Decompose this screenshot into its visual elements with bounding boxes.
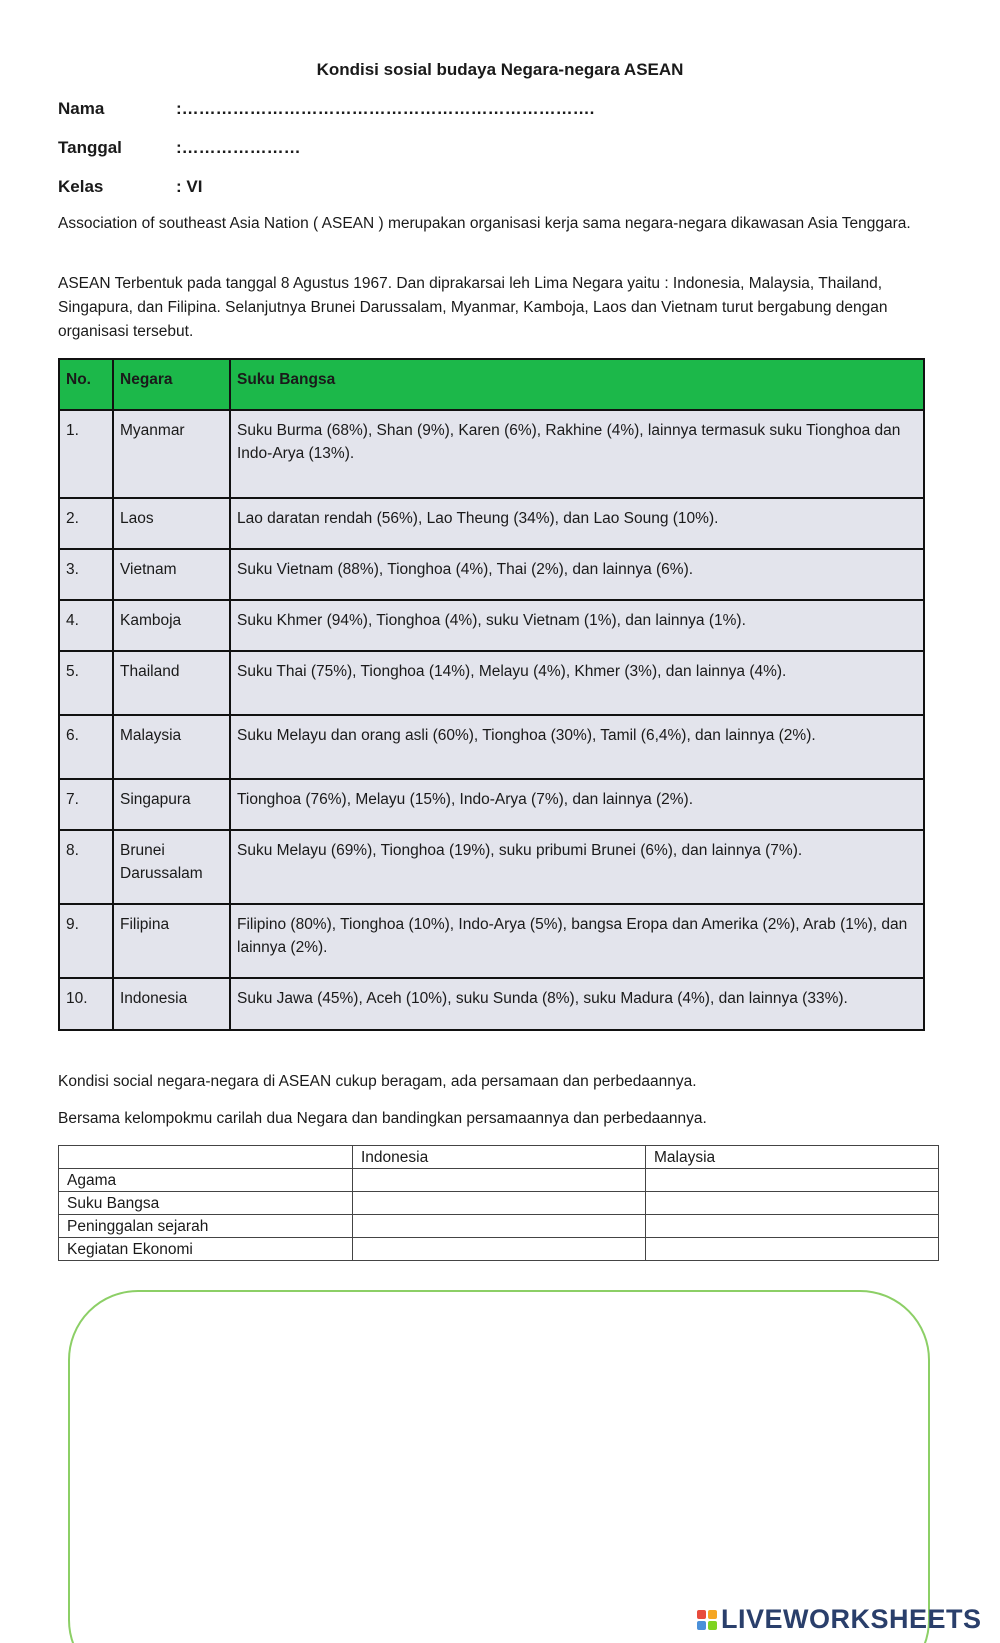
comparison-input-indonesia[interactable]	[353, 1169, 646, 1192]
after-paragraph-2: Bersama kelompokmu carilah dua Negara dan bandingkan persamaannya dan perbedaannya.	[58, 1110, 707, 1127]
row-no: 1.	[59, 410, 113, 498]
row-negara: Myanmar	[113, 410, 230, 498]
row-no: 8.	[59, 830, 113, 904]
table-row	[59, 715, 924, 779]
row-no: 10.	[59, 978, 113, 1030]
table-row	[59, 600, 924, 651]
row-suku: Filipino (80%), Tionghoa (10%), Indo-Arya (5%), bangsa Eropa dan Amerika (2%), Arab (1%), dan lainnya (2%).	[230, 904, 924, 978]
comparison-row	[59, 1192, 939, 1215]
row-no: 6.	[59, 715, 113, 779]
field-tanggal-label: Tanggal	[58, 138, 122, 157]
comparison-row-label: Kegiatan Ekonomi	[59, 1238, 353, 1261]
row-no: 7.	[59, 779, 113, 830]
field-nama-label: Nama	[58, 99, 105, 118]
row-negara: Filipina	[113, 904, 230, 978]
comparison-row	[59, 1169, 939, 1192]
intro-paragraph-1: Association of southeast Asia Nation ( ASEAN ) merupakan organisasi kerja sama negara-negara dikawasan Asia Tenggara.	[58, 215, 911, 232]
table-row	[59, 830, 924, 904]
comparison-row	[59, 1238, 939, 1261]
row-negara: Laos	[113, 498, 230, 549]
comparison-input-indonesia[interactable]	[353, 1215, 646, 1238]
comparison-row-label: Peninggalan sejarah	[59, 1215, 353, 1238]
header-negara: Negara	[113, 359, 230, 410]
table-row	[59, 498, 924, 549]
table-row	[59, 549, 924, 600]
after-paragraph-1: Kondisi social negara-negara di ASEAN cukup beragam, ada persamaan dan perbedaannya.	[58, 1073, 697, 1090]
row-suku: Suku Jawa (45%), Aceh (10%), suku Sunda (8%), suku Madura (4%), dan lainnya (33%).	[230, 978, 924, 1030]
field-tanggal	[58, 138, 301, 158]
ethnic-groups-table	[58, 358, 925, 1031]
row-no: 2.	[59, 498, 113, 549]
logo-square	[697, 1610, 706, 1619]
comparison-header-indonesia: Indonesia	[353, 1146, 646, 1169]
worksheet-title: Kondisi sosial budaya Negara-negara ASEAN	[316, 60, 684, 79]
table-header-row	[59, 359, 924, 410]
comparison-row-label: Agama	[59, 1169, 353, 1192]
header-suku-bangsa: Suku Bangsa	[230, 359, 924, 410]
answer-text-area[interactable]	[68, 1290, 930, 1643]
row-no: 3.	[59, 549, 113, 600]
row-suku: Suku Thai (75%), Tionghoa (14%), Melayu (4%), Khmer (3%), dan lainnya (4%).	[230, 651, 924, 715]
field-kelas-value: : VI	[176, 177, 203, 196]
row-suku: Suku Melayu dan orang asli (60%), Tionghoa (30%), Tamil (6,4%), dan lainnya (2%).	[230, 715, 924, 779]
comparison-input-malaysia[interactable]	[646, 1192, 939, 1215]
logo-square	[708, 1621, 717, 1630]
liveworksheets-brand	[697, 1604, 982, 1635]
row-negara: Vietnam	[113, 549, 230, 600]
row-suku: Suku Vietnam (88%), Tionghoa (4%), Thai (2%), dan lainnya (6%).	[230, 549, 924, 600]
row-negara: Singapura	[113, 779, 230, 830]
row-negara: Indonesia	[113, 978, 230, 1030]
row-no: 9.	[59, 904, 113, 978]
row-suku: Tionghoa (76%), Melayu (15%), Indo-Arya (7%), dan lainnya (2%).	[230, 779, 924, 830]
row-negara: Kamboja	[113, 600, 230, 651]
table-row	[59, 978, 924, 1030]
comparison-header-row	[59, 1146, 939, 1169]
row-suku: Suku Melayu (69%), Tionghoa (19%), suku pribumi Brunei (6%), dan lainnya (7%).	[230, 830, 924, 904]
table-row	[59, 651, 924, 715]
comparison-row-label: Suku Bangsa	[59, 1192, 353, 1215]
comparison-input-indonesia[interactable]	[353, 1238, 646, 1261]
header-no: No.	[59, 359, 113, 410]
table-row	[59, 904, 924, 978]
row-negara: Malaysia	[113, 715, 230, 779]
liveworksheets-logo-icon	[697, 1610, 717, 1630]
field-nama	[58, 99, 594, 119]
comparison-input-malaysia[interactable]	[646, 1215, 939, 1238]
field-kelas	[58, 177, 202, 197]
comparison-input-malaysia[interactable]	[646, 1169, 939, 1192]
row-negara: Thailand	[113, 651, 230, 715]
brand-name: LIVEWORKSHEETS	[721, 1604, 982, 1634]
row-suku: Lao daratan rendah (56%), Lao Theung (34%), dan Lao Soung (10%).	[230, 498, 924, 549]
intro-paragraph-2: ASEAN Terbentuk pada tanggal 8 Agustus 1967. Dan diprakarsai leh Lima Negara yaitu : Indonesia, Malaysia, Thailand, Singapura, dan Filipina. Selanjutnya Brunei Darussalam, Myanmar, Kamboja, Laos dan Vietnam turut bergabung dengan organisasi tersebut.	[58, 275, 888, 340]
row-suku: Suku Burma (68%), Shan (9%), Karen (6%), Rakhine (4%), lainnya termasuk suku Tionghoa dan Indo-Arya (13%).	[230, 410, 924, 498]
comparison-input-malaysia[interactable]	[646, 1238, 939, 1261]
field-nama-value: :……………………………………………………………….	[176, 99, 595, 118]
comparison-input-indonesia[interactable]	[353, 1192, 646, 1215]
logo-square	[708, 1610, 717, 1619]
field-kelas-label: Kelas	[58, 177, 104, 196]
comparison-header-empty	[59, 1146, 353, 1169]
row-no: 5.	[59, 651, 113, 715]
field-tanggal-value: :…………………	[176, 138, 301, 157]
row-no: 4.	[59, 600, 113, 651]
logo-square	[697, 1621, 706, 1630]
row-suku: Suku Khmer (94%), Tionghoa (4%), suku Vietnam (1%), dan lainnya (1%).	[230, 600, 924, 651]
row-negara: Brunei Darussalam	[113, 830, 230, 904]
table-row	[59, 410, 924, 498]
comparison-header-malaysia: Malaysia	[646, 1146, 939, 1169]
table-row	[59, 779, 924, 830]
comparison-row	[59, 1215, 939, 1238]
comparison-table	[58, 1145, 939, 1261]
